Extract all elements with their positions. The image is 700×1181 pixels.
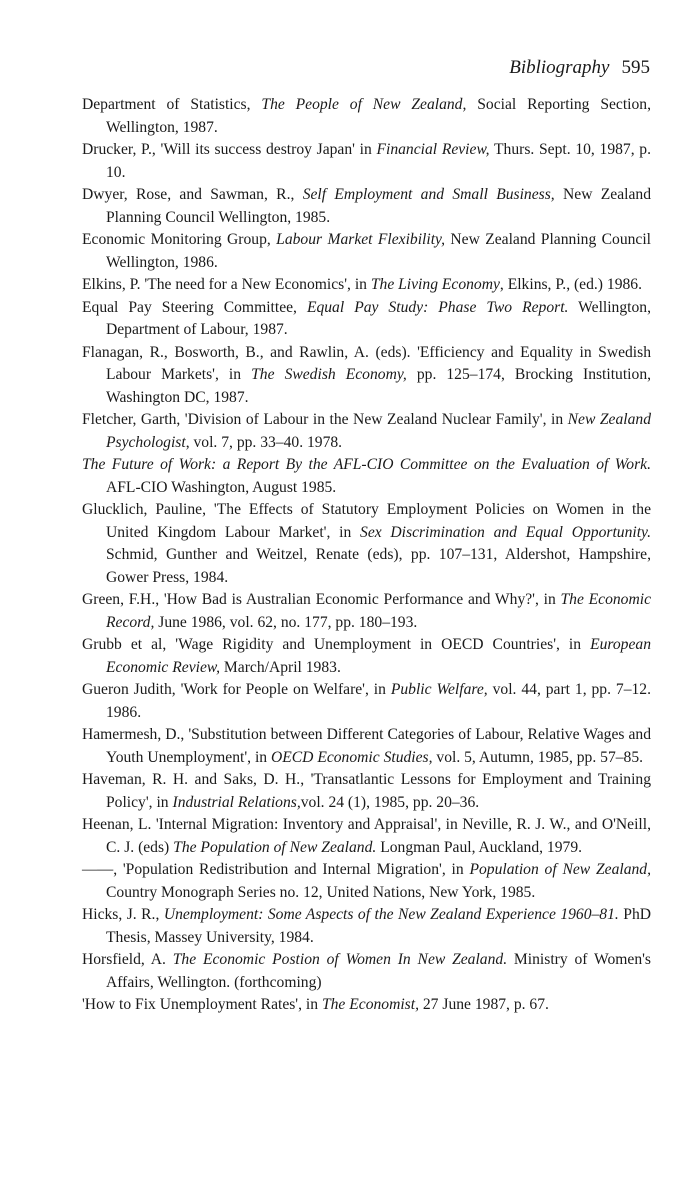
entry-text: June 1986, vol. 62, no. 177, pp. 180–193. bbox=[154, 613, 418, 631]
bibliography-entry bbox=[82, 94, 651, 139]
entry-italic-text: The People of New Zealand, bbox=[261, 96, 467, 113]
bibliography-entry bbox=[82, 297, 651, 342]
entry-text: AFL-CIO Washington, August 1985. bbox=[106, 478, 337, 496]
entry-text: Equal Pay Steering Committee, bbox=[82, 298, 307, 316]
bibliography-entry bbox=[82, 499, 651, 589]
bibliography-entry bbox=[82, 409, 651, 454]
entry-italic-text: The Living Economy bbox=[370, 276, 500, 293]
entry-text: Wellington, Department of Labour, 1987. bbox=[106, 298, 651, 338]
bibliography-entry bbox=[82, 949, 651, 994]
entry-italic-text: New Zealand Psychologist bbox=[106, 411, 651, 451]
entry-italic-text: Equal Pay Study: Phase Two Report. bbox=[306, 298, 569, 316]
entry-italic-text: Industrial Relations, bbox=[172, 793, 301, 811]
entry-text: 'How to Fix Unemployment Rates', in bbox=[82, 996, 322, 1013]
bibliography-entry bbox=[82, 769, 651, 814]
entry-italic-text: European Economic Review, bbox=[106, 636, 651, 676]
entry-text: Department of Statistics, bbox=[82, 96, 262, 113]
bibliography-entry bbox=[82, 229, 651, 274]
entry-italic-text: The Economic Postion of Women In New Zealand. bbox=[172, 951, 508, 968]
entry-italic-text: The Swedish Economy, bbox=[251, 366, 407, 383]
entry-text: New Zealand Planning Council Wellington, 1985. bbox=[106, 186, 651, 226]
bibliography-entry bbox=[82, 454, 651, 499]
entry-text: Economic Monitoring Group, bbox=[82, 231, 277, 248]
entry-italic-text: OECD Economic Studies, bbox=[270, 748, 433, 766]
running-header-title: Bibliography bbox=[509, 57, 610, 78]
entry-italic-text: Sex Discrimination and Equal Opportunity. bbox=[360, 523, 651, 541]
entry-italic-text: The Economist, bbox=[321, 996, 419, 1013]
entry-italic-text: The Future of Work: a Report By the AFL-CIO Committee on the Evaluation of Work. bbox=[82, 456, 651, 473]
entry-text: vol. 44, part 1, pp. 7–12. 1986. bbox=[106, 681, 651, 721]
entry-text: vol. 24 (1), 1985, pp. 20–36. bbox=[300, 793, 480, 811]
bibliography-entry bbox=[82, 724, 651, 769]
entry-text: , vol. 7, pp. 33–40. 1978. bbox=[185, 433, 343, 451]
bibliography-entry bbox=[82, 859, 651, 904]
entry-text: Elkins, P. 'The need for a New Economics', in bbox=[82, 276, 371, 293]
entry-italic-text: Labour Market Flexibility, bbox=[276, 231, 445, 248]
bibliography-entry bbox=[82, 589, 651, 634]
bibliography-entry bbox=[82, 274, 651, 297]
page-number: 595 bbox=[621, 57, 650, 78]
bibliography-entry bbox=[82, 634, 651, 679]
entry-text: Gueron Judith, 'Work for People on Welfare', in bbox=[82, 681, 391, 698]
entry-text: PhD Thesis, Massey University, 1984. bbox=[106, 906, 651, 946]
entry-text: Green, F.H., 'How Bad is Australian Economic Performance and Why?', in bbox=[82, 591, 561, 608]
entry-text: 27 June 1987, p. 67. bbox=[418, 996, 549, 1013]
entry-text: Heenan, L. 'Internal Migration: Inventory and Appraisal', in Neville, R. J. W., and O'Neill, C. J. (eds) bbox=[82, 816, 651, 856]
entry-text: Hicks, J. R., bbox=[82, 906, 164, 923]
bibliography-entry bbox=[82, 184, 651, 229]
entry-text: Thurs. Sept. 10, 1987, p. 10. bbox=[106, 141, 652, 181]
entry-italic-text: Population of New Zealand, bbox=[469, 861, 651, 878]
bibliography-entry bbox=[82, 814, 651, 859]
entry-text: Grubb et al, 'Wage Rigidity and Unemployment in OECD Countries', in bbox=[82, 636, 591, 653]
entry-italic-text: The Economic Record, bbox=[106, 591, 651, 631]
entry-italic-text: Public Welfare, bbox=[390, 681, 488, 698]
entry-italic-text: The Population of New Zealand. bbox=[173, 838, 377, 856]
bibliography-list bbox=[82, 94, 651, 1017]
entry-text: March/April 1983. bbox=[220, 658, 341, 676]
entry-text: Ministry of Women's Affairs, Wellington. (forthcoming) bbox=[106, 951, 651, 991]
entry-text: Country Monograph Series no. 12, United Nations, New York, 1985. bbox=[106, 883, 536, 901]
entry-text: vol. 5, Autumn, 1985, pp. 57–85. bbox=[432, 748, 644, 766]
entry-text: Hamermesh, D., 'Substitution between Different Categories of Labour, Relative Wages and Youth Unemployment', in bbox=[82, 726, 651, 766]
bibliography-entry bbox=[82, 994, 651, 1017]
bibliography-entry bbox=[82, 904, 651, 949]
entry-text: pp. 125–174, Brocking Institution, Washington DC, 1987. bbox=[106, 366, 652, 406]
entry-text: Horsfield, A. bbox=[82, 951, 173, 968]
bibliography-entry bbox=[82, 342, 651, 410]
entry-text: Dwyer, Rose, and Sawman, R., bbox=[82, 186, 303, 203]
entry-text: Haveman, R. H. and Saks, D. H., 'Transatlantic Lessons for Employment and Training Policy', in bbox=[82, 771, 651, 811]
entry-text: Drucker, P., 'Will its success destroy Japan' in bbox=[82, 141, 377, 158]
entry-text: Flanagan, R., Bosworth, B., and Rawlin, A. (eds). 'Efficiency and Equality in Swedish Labour Markets', in bbox=[82, 343, 651, 383]
entry-italic-text: Financial Review, bbox=[376, 141, 490, 158]
entry-text: Longman Paul, Auckland, 1979. bbox=[376, 838, 583, 856]
entry-text: Social Reporting Section, Wellington, 1987. bbox=[106, 96, 651, 136]
entry-text: , Elkins, P., (ed.) 1986. bbox=[499, 276, 642, 293]
entry-italic-text: Self Employment and Small Business, bbox=[302, 186, 555, 203]
running-header bbox=[509, 56, 650, 80]
entry-text: Fletcher, Garth, 'Division of Labour in the New Zealand Nuclear Family', in bbox=[82, 411, 568, 428]
entry-text: New Zealand Planning Council Wellington, 1986. bbox=[106, 231, 652, 271]
entry-text: Glucklich, Pauline, 'The Effects of Statutory Employment Policies on Women in the United Kingdom Labour Market', in bbox=[82, 501, 651, 541]
entry-text: ——, 'Population Redistribution and Internal Migration', in bbox=[82, 861, 470, 878]
bibliography-entry bbox=[82, 679, 651, 724]
entry-italic-text: Unemployment: Some Aspects of the New Zealand Experience 1960–81. bbox=[163, 906, 619, 923]
bibliography-entry bbox=[82, 139, 651, 184]
entry-text: Schmid, Gunther and Weitzel, Renate (eds), pp. 107–131, Aldershot, Hampshire, Gower Press, 1984. bbox=[106, 546, 651, 586]
